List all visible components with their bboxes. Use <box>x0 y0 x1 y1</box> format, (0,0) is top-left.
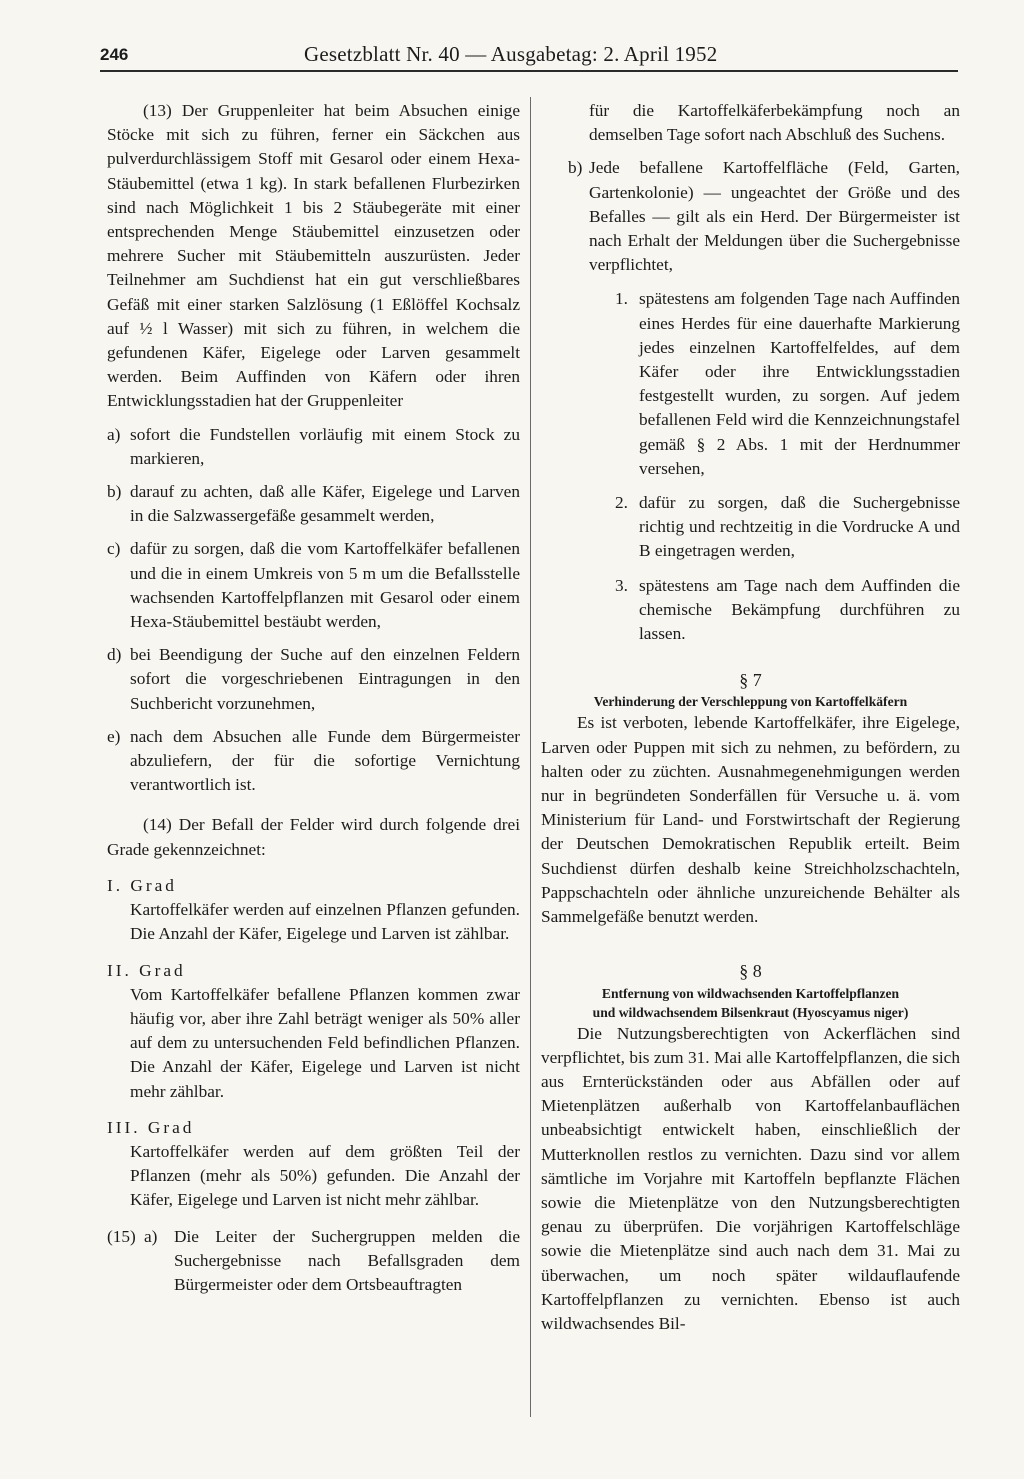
left-column <box>107 99 520 1297</box>
section-title: Entfernung von wildwachsenden Kartoffelpflanzen <box>601 985 900 1001</box>
list-item-label: b) <box>107 482 122 502</box>
page-number: 246 <box>100 45 129 64</box>
section-number: § 8 <box>739 961 762 982</box>
sub-list-item-label: 3. <box>615 575 628 595</box>
list-item <box>107 725 520 798</box>
paragraph-15 <box>107 1225 520 1298</box>
section-text: Die Nutzungsberechtigten von Ackerflächen sind verpflichtet, bis zum 31. Mai alle Kartoffelpflanzen, die sich aus Ernterückständen oder aus Abfällen oder auf Mietenplätzen außerhalb von Kartoffelanbauflächen unbeabsichtigt entwickelt haben, einschließlich der Mutterknollen restlos zu vernichten. Dazu sind vor allem sämtliche im Vorjahre mit Kartoffeln bepflanzte Flächen sowie die Mietenplätze von den Nutzungsberechtigten genau zu überprüfen. Die vorjährigen Kartoffelschläge sowie die Mietenplätze sind auch nach dem 31. Mai zu überwachen, um noch später wildauflaufende Kartoffelpflanzen zu vernichten. Ebenso ist auch wildwachsendes Bil- <box>541 1023 960 1333</box>
sub-list-item <box>541 574 960 647</box>
list-item <box>541 156 960 277</box>
section-title: Verhinderung der Verschleppung von Kartoffelkäfern <box>593 694 908 710</box>
sub-list-item <box>541 287 960 481</box>
sub-list-item-text: spätestens am Tage nach dem Auffinden die chemische Bekämpfung durchführen zu lassen. <box>639 575 960 644</box>
grade-title: III. Grad <box>107 1117 195 1137</box>
section-number: § 7 <box>739 670 762 691</box>
paragraph-number: (15) <box>107 1226 136 1246</box>
list-item-text: dafür zu sorgen, daß die vom Kartoffelkäfer befallenen und die in einem Umkreis von 5 m um die Befallsstelle wachsenden Kartoffelpflanzen mit Gesarol oder einem Hexa-Stäubemittel bestäubt werden, <box>130 539 520 632</box>
column-divider <box>530 97 531 1417</box>
list-item-label: c) <box>107 539 121 559</box>
list-item-text: sofort die Fundstellen vorläufig mit einem Stock zu markieren, <box>130 424 520 468</box>
list-item-text: Jede befallene Kartoffelfläche (Feld, Garten, Gartenkolonie) — ungeachtet der Größe und des Befalles — gilt als ein Herd. Der Bürgermeister ist nach Erhalt der Meldungen über die Suchergebnisse verpflichtet, <box>589 158 960 275</box>
list-item <box>107 423 520 471</box>
list-item-text: bei Beendigung der Suche auf den einzelnen Feldern sofort die vorgeschriebenen Eintragungen in den Suchbericht vorzunehmen, <box>130 645 520 713</box>
sub-list-item-text: spätestens am folgenden Tage nach Auffinden eines Herdes für eine dauerhafte Markierung jedes einzelnen Kartoffelfeldes, auf dem Käfer oder ihre Entwicklungsstadien festgestellt wurden, zu sorgen. Auf jedem befallenen Feld wird die Kennzeichnungstafel gemäß § 2 Abs. 1 mit der Herdnummer versehen, <box>639 289 960 478</box>
section-text: Es ist verboten, lebende Kartoffelkäfer, ihre Eigelege, Larven oder Puppen mit sich zu nehmen, zu befördern, zu halten oder zu züchten. Ausnahmegenehmigungen werden nur in begründeten Sonderfällen für Versuche u. ä. vom Ministerium für Land- und Forstwirtschaft der Regierung der Deutschen Demokratischen Republik erteilt. Beim Suchdienst dürfen deshalb keine Streichholzschachteln, Pappschachteln oder ähnliche unzureichende Behälter als Sammelgefäße benutzt werden. <box>541 713 960 927</box>
grade-title: I. Grad <box>107 875 177 895</box>
list-item-label: e) <box>107 726 121 746</box>
list-item <box>107 537 520 634</box>
list-item-label: a) <box>107 424 121 444</box>
grade-text: Kartoffelkäfer werden auf einzelnen Pflanzen gefunden. Die Anzahl der Käfer, Eigelege und Larven ist zählbar. <box>130 900 520 944</box>
list-item-label: d) <box>107 645 122 665</box>
header-title: Gesetzblatt Nr. 40 — Ausgabetag: 2. April 1952 <box>304 42 718 66</box>
list-item <box>107 480 520 528</box>
sub-list-item <box>541 491 960 564</box>
list-item-label: b) <box>568 158 583 178</box>
sub-list-item-text: dafür zu sorgen, daß die Suchergebnisse richtig und rechtzeitig in die Vordrucke A und B eingetragen werden, <box>639 493 960 561</box>
sub-list-item-label: 1. <box>615 289 628 309</box>
page-header <box>100 42 958 72</box>
paragraph-14: (14) Der Befall der Felder wird durch folgende drei Grade gekennzeichnet: <box>107 815 520 859</box>
paragraph-15-text: Die Leiter der Suchergruppen melden die Suchergebnisse nach Befallsgraden dem Bürgermeister oder dem Ortsbeauftragten <box>174 1226 520 1294</box>
continued-text: für die Kartoffelkäferbekämpfung noch an demselben Tage sofort nach Abschluß des Suchens. <box>589 101 960 145</box>
list-item-text: nach dem Absuchen alle Funde dem Bürgermeister abzuliefern, der für die sofortige Vernichtung verantwortlich ist. <box>130 726 520 795</box>
list-item-label: a) <box>144 1226 158 1246</box>
list-item-text: darauf zu achten, daß alle Käfer, Eigelege und Larven in die Salzwassergefäße gesammelt werden, <box>130 482 520 526</box>
list-item <box>107 643 520 716</box>
paragraph-13: (13) Der Gruppenleiter hat beim Absuchen einige Stöcke mit sich zu führen, ferner ein Säckchen aus pulverdurchlässigem Stoff mit Gesarol oder einem Hexa-Stäubemittel (etwa 1 kg). In stark befallenen Flurbezirken sind nach Möglichkeit 1 bis 2 Stäubegeräte mit einer entsprechenden Menge Stäubemittel einzusetzen oder mehrere Sucher mit Stäubemitteln auszurüsten. Jeder Teilnehmer am Suchdienst hat ein gut verschließbares Gefäß mit einer starken Salzlösung (1 Eßlöffel Kochsalz auf ½ l Wasser) mit sich zu führen, in welchem die gefundenen Käfer, Eigelege oder Larven gesammelt werden. Beim Auffinden von Käfern oder ihren Entwicklungsstadien hat der Gruppenleiter <box>107 101 520 411</box>
grade-text: Kartoffelkäfer werden auf dem größten Teil der Pflanzen (mehr als 50%) gefunden. Die Anzahl der Käfer, Eigelege und Larven ist nicht mehr zählbar. <box>130 1141 520 1210</box>
sub-list-item-label: 2. <box>615 493 628 513</box>
grade-title: II. Grad <box>107 960 186 980</box>
section-title: und wildwachsendem Bilsenkraut (Hyoscyamus niger) <box>592 1004 909 1020</box>
grade-text: Vom Kartoffelkäfer befallene Pflanzen kommen zwar häufig vor, aber ihre Zahl beträgt weniger als 50% aller auf dem zu untersuchenden Feld befindlichen Pflanzen. Die Anzahl der Käfer, Eigelege und Larven ist nicht mehr zählbar. <box>130 984 520 1101</box>
right-column <box>541 99 960 1336</box>
